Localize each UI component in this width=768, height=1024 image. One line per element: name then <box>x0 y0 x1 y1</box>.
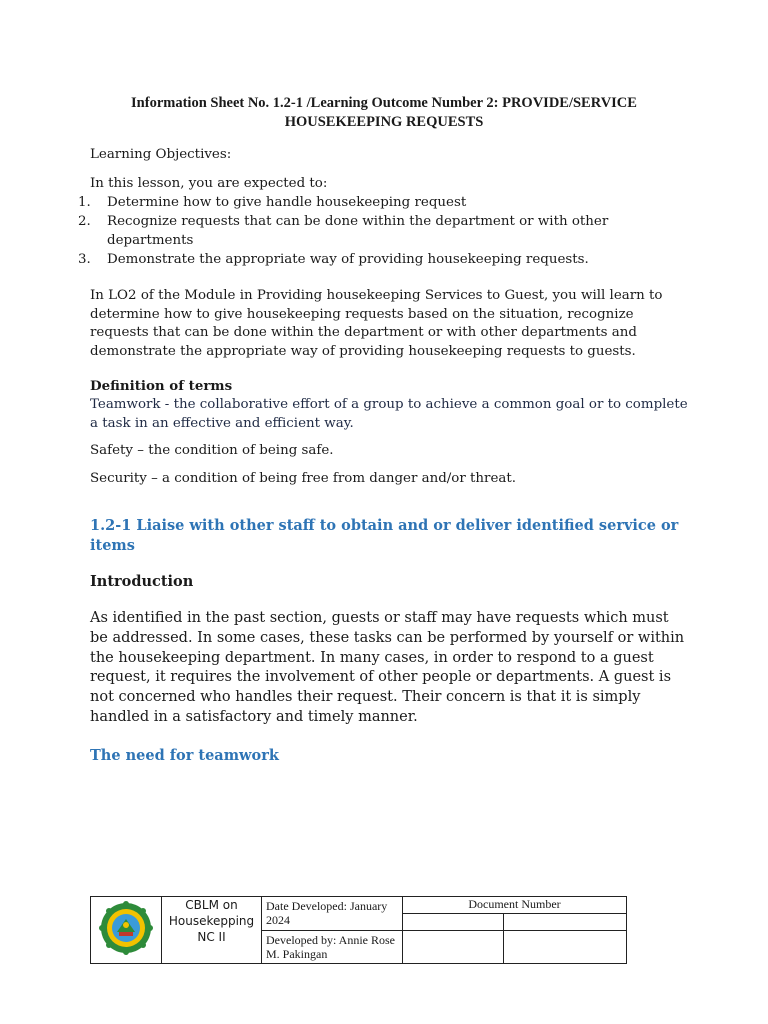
document-number-label: Document Number <box>403 897 627 914</box>
footer-table <box>90 896 627 964</box>
objective-item <box>78 193 698 212</box>
cblm-cell <box>162 897 262 964</box>
page-title <box>60 94 708 132</box>
teamwork-heading: The need for teamwork <box>90 747 279 764</box>
document-number-cell <box>403 931 504 964</box>
learning-objectives-heading: Learning Objectives: <box>90 147 232 162</box>
cblm-line-1: CBLM on <box>185 898 238 912</box>
objective-text: Demonstrate the appropriate way of providing housekeeping requests. <box>107 252 589 267</box>
objective-item <box>78 212 627 250</box>
document-number-cell <box>403 914 504 931</box>
definition-heading: Definition of terms <box>90 378 233 394</box>
objective-text: Recognize requests that can be done within the department or with other departments <box>107 214 609 248</box>
title-line-1: Information Sheet No. 1.2-1 /Learning Outcome Number 2: PROVIDE/SERVICE <box>131 95 637 111</box>
section-heading: 1.2-1 Liaise with other staff to obtain and or deliver identified service or items <box>90 517 679 554</box>
developed-by: Developed by: Annie Rose M. Pakingan <box>266 933 395 961</box>
definition-security: Security – a condition of being free from danger and/or threat. <box>90 471 516 486</box>
logo-cell <box>91 897 162 964</box>
introduction-body: As identified in the past section, guests or staff may have requests which must be addressed. In some cases, these tasks can be performed by yourself or within the housekeeping department. In many cases, in order to respond to a guest request, it requires the involvement of other people or departments. A guest is not concerned who handles their request. Their concern is that it is simply handled in a satisfactory and timely manner. <box>90 610 685 725</box>
cblm-line-2: Housekepping <box>168 914 255 928</box>
date-developed: Date Developed: January 2024 <box>266 899 388 927</box>
objective-item <box>78 250 698 269</box>
objective-number: 1. <box>78 195 91 210</box>
cblm-line-3: NC II <box>197 930 226 944</box>
objective-text: Determine how to give handle housekeeping request <box>107 195 467 210</box>
lo2-paragraph: In LO2 of the Module in Providing housekeeping Services to Guest, you will learn to determine how to give housekeeping requests based on the situation, recognize requests that can be done within the department or with other departments and demonstrate the appropriate way of providing housekeeping requests to guests. <box>90 288 663 359</box>
objective-number: 3. <box>78 252 91 267</box>
objectives-list <box>78 193 698 269</box>
definition-teamwork: Teamwork - the collaborative effort of a group to achieve a common goal or to complete a task in an effective and efficient way. <box>90 397 688 431</box>
learning-objectives-intro: In this lesson, you are expected to: <box>90 176 328 191</box>
introduction-heading: Introduction <box>90 573 194 590</box>
school-seal-icon <box>99 901 153 955</box>
title-line-2: HOUSEKEEPING REQUESTS <box>284 114 484 130</box>
document-number-cell <box>504 931 627 964</box>
developed-by-cell <box>262 931 403 964</box>
definition-safety: Safety – the condition of being safe. <box>90 443 334 458</box>
document-number-cell <box>504 914 627 931</box>
date-developed-cell <box>262 897 403 931</box>
objective-number: 2. <box>78 214 91 229</box>
